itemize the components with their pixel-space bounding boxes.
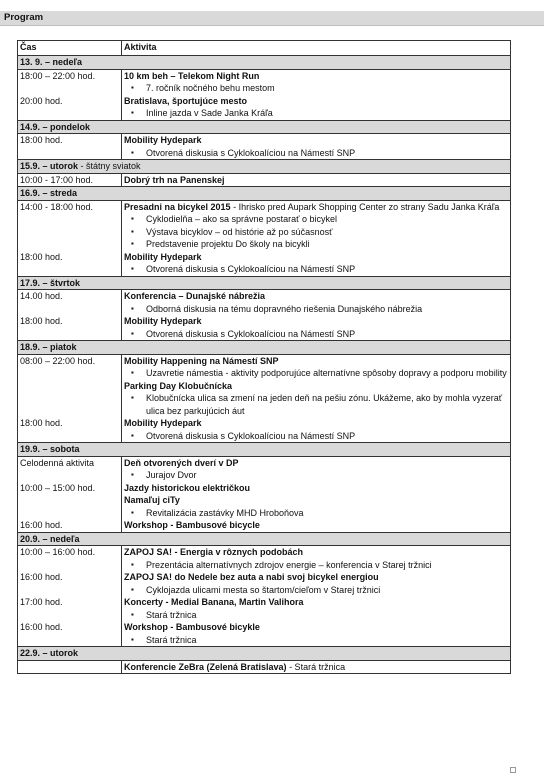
time-value: 14:00 - 18:00 hod. bbox=[20, 201, 94, 212]
day-header-row bbox=[18, 187, 511, 201]
activity-bullet: ▪ Prezentácia alternatívnych zdrojov energie – konferencia v Starej tržnici bbox=[124, 559, 510, 572]
activity-bullet: ▪ Výstava bicyklov – od histórie až po súčasnosť bbox=[124, 226, 510, 239]
activity-entry-title bbox=[124, 482, 510, 495]
activity-title: Mobility Hydepark bbox=[124, 316, 202, 326]
time-cell bbox=[18, 69, 122, 120]
activity-title: Dobrý trh na Panenskej bbox=[124, 174, 225, 185]
column-header-time: Čas bbox=[18, 41, 122, 56]
day-note: - štátny sviatok bbox=[78, 161, 141, 171]
time-value: 18:00 hod. bbox=[20, 135, 63, 145]
column-header-activity: Aktivita bbox=[122, 41, 511, 56]
activity-bullet: ▪ Uzavretie námestia - aktivity podporujúce alternatívne spôsoby dopravy a podporu mobility bbox=[124, 367, 510, 380]
activity-bullet: ▪ Inline jazda v Sade Janka Kráľa bbox=[124, 107, 510, 120]
time-value bbox=[20, 380, 121, 393]
activity-title: Workshop - Bambusové bicycle bbox=[124, 520, 260, 530]
activity-entry-title bbox=[124, 571, 510, 584]
time-value: 16:00 hod. bbox=[20, 622, 63, 632]
time-cell bbox=[18, 456, 122, 532]
day-label: 15.9. – utorok bbox=[20, 161, 79, 171]
activity-cell bbox=[122, 173, 511, 187]
time-cell bbox=[18, 354, 122, 443]
activity-entry-title bbox=[124, 201, 510, 214]
day-header-row bbox=[18, 276, 511, 290]
activity-title: Konferencia – Dunajské nábrežia bbox=[124, 291, 266, 301]
activity-title: Deň otvorených dverí v DP bbox=[124, 457, 239, 468]
activity-bullet: ▪ Cyklojazda ulicami mesta so štartom/cieľom v Starej tržnici bbox=[124, 584, 510, 597]
activity-entry-title bbox=[124, 621, 510, 634]
activity-title: Mobility Hydepark bbox=[124, 251, 202, 262]
activity-title: Mobility Hydepark bbox=[124, 418, 202, 428]
time-cell bbox=[18, 173, 122, 187]
day-label: 14.9. – pondelok bbox=[20, 121, 91, 132]
time-value: 18:00 hod. bbox=[20, 316, 63, 326]
activity-title: Workshop - Bambusové bicykle bbox=[124, 622, 260, 632]
day-content-row bbox=[18, 69, 511, 120]
activity-bullet: ▪ Otvorená diskusia s Cyklokoalíciou na Námestí SNP bbox=[124, 430, 510, 443]
time-value: 10:00 – 16:00 hod. bbox=[20, 547, 96, 557]
program-table bbox=[17, 40, 511, 674]
activity-bullet: ▪ Predstavenie projektu Do školy na bicykli bbox=[124, 238, 510, 251]
day-label: 22.9. – utorok bbox=[20, 648, 79, 658]
day-label: 18.9. – piatok bbox=[20, 342, 77, 352]
section-header bbox=[0, 11, 544, 26]
activity-bullet: ▪ Otvorená diskusia s Cyklokoalíciou na Námestí SNP bbox=[124, 263, 510, 276]
time-value bbox=[20, 661, 121, 674]
activity-location: - Ihrisko pred Aupark Shopping Center zo strany Sadu Janka Kráľa bbox=[230, 201, 500, 212]
time-value: 18:00 – 22:00 hod. bbox=[20, 70, 96, 81]
activity-entry-title bbox=[124, 457, 510, 470]
activity-bullet: ▪ Odborná diskusia na tému dopravného riešenia Dunajského nábrežia bbox=[124, 303, 510, 316]
activity-entry-title bbox=[124, 596, 510, 609]
activity-title: Mobility Hydepark bbox=[124, 135, 202, 145]
day-label: 20.9. – nedeľa bbox=[20, 533, 80, 544]
time-cell bbox=[18, 660, 122, 674]
activity-bullet: ▪ Stará tržnica bbox=[124, 609, 510, 622]
time-value: 18:00 hod. bbox=[20, 251, 63, 262]
time-value: 08:00 – 22:00 hod. bbox=[20, 355, 96, 366]
activity-entry-title bbox=[124, 95, 510, 108]
day-header-row bbox=[18, 341, 511, 355]
activity-entry-title bbox=[124, 70, 510, 83]
day-content-row bbox=[18, 546, 511, 647]
activity-cell bbox=[122, 660, 511, 674]
activity-title: 10 km beh – Telekom Night Run bbox=[124, 70, 260, 81]
activity-entry-title bbox=[124, 290, 510, 303]
day-content-row bbox=[18, 456, 511, 532]
activity-bullet: ▪ Revitalizácia zastávky MHD Hroboňova bbox=[124, 507, 510, 520]
day-header-row bbox=[18, 532, 511, 546]
time-cell bbox=[18, 290, 122, 341]
activity-entry-title bbox=[124, 661, 510, 674]
activity-title: Bratislava, športujúce mesto bbox=[124, 95, 248, 106]
activity-entry-title bbox=[124, 546, 510, 559]
day-header-row bbox=[18, 647, 511, 661]
day-content-row bbox=[18, 290, 511, 341]
activity-title: ZAPOJ SA! - Energia v rôznych podobách bbox=[124, 547, 304, 557]
activity-entry-title bbox=[124, 134, 510, 147]
day-header-row bbox=[18, 56, 511, 70]
time-value: 14.00 hod. bbox=[20, 291, 63, 301]
time-cell bbox=[18, 200, 122, 276]
day-header-row bbox=[18, 443, 511, 457]
time-value bbox=[20, 494, 121, 507]
day-content-row bbox=[18, 660, 511, 674]
time-value: 16:00 hod. bbox=[20, 572, 63, 582]
table-corner-marker bbox=[510, 767, 516, 773]
activity-entry-title bbox=[124, 315, 510, 328]
activity-entry-title bbox=[124, 519, 510, 532]
activity-entry-title bbox=[124, 251, 510, 264]
time-value: 16:00 hod. bbox=[20, 520, 63, 530]
time-value: 18:00 hod. bbox=[20, 418, 63, 428]
table-header-row bbox=[18, 41, 511, 56]
activity-entry-title bbox=[124, 174, 510, 187]
day-label: 19.9. – sobota bbox=[20, 444, 80, 454]
activity-entry-title bbox=[124, 494, 510, 507]
activity-entry-title bbox=[124, 417, 510, 430]
activity-bullet: ▪ Otvorená diskusia s Cyklokoalíciou na Námestí SNP bbox=[124, 328, 510, 341]
activity-entry-title bbox=[124, 380, 510, 393]
activity-cell bbox=[122, 290, 511, 341]
activity-bullet: ▪ Stará tržnica bbox=[124, 634, 510, 647]
activity-title: Konferencie ZeBra (Zelená Bratislava) bbox=[124, 661, 287, 672]
activity-cell bbox=[122, 134, 511, 160]
time-value: 20:00 hod. bbox=[20, 95, 63, 106]
day-content-row bbox=[18, 354, 511, 443]
day-header-row bbox=[18, 120, 511, 134]
activity-entry-title bbox=[124, 355, 510, 368]
day-label: 17.9. – štvrtok bbox=[20, 277, 81, 288]
activity-title: Parking Day Klobučnícka bbox=[124, 380, 233, 391]
time-cell bbox=[18, 546, 122, 647]
activity-title: Jazdy historickou električkou bbox=[124, 482, 251, 493]
activity-location: - Stará tržnica bbox=[286, 661, 346, 672]
activity-bullet: ▪ 7. ročník nočného behu mestom bbox=[124, 82, 510, 95]
section-title: Program bbox=[4, 12, 44, 23]
time-value: Celodenná aktivita bbox=[20, 457, 95, 468]
activity-bullet: ▪ Cyklodielňa – ako sa správne postarať o bicykel bbox=[124, 213, 510, 226]
activity-cell bbox=[122, 69, 511, 120]
time-value: 17:00 hod. bbox=[20, 597, 63, 607]
activity-bullet: ▪ Otvorená diskusia s Cyklokoalíciou na Námestí SNP bbox=[124, 147, 510, 160]
activity-cell bbox=[122, 456, 511, 532]
activity-cell bbox=[122, 354, 511, 443]
time-value: 10:00 – 15:00 hod. bbox=[20, 482, 96, 493]
activity-title: Namaľuj ciTy bbox=[124, 495, 180, 505]
activity-title: Koncerty - Medial Banana, Martin Valihora bbox=[124, 597, 304, 607]
activity-bullet: ▪ Jurajov Dvor bbox=[124, 469, 510, 482]
activity-title: ZAPOJ SA! do Nedele bez auta a nabi svoj bicykel energiou bbox=[124, 572, 379, 582]
day-label: 13. 9. – nedeľa bbox=[20, 57, 83, 67]
activity-title: Mobility Happening na Námestí SNP bbox=[124, 355, 279, 366]
day-content-row bbox=[18, 134, 511, 160]
day-content-row bbox=[18, 200, 511, 276]
time-value: 10:00 - 17:00 hod. bbox=[20, 174, 94, 185]
activity-title: Presadni na bicykel 2015 bbox=[124, 201, 231, 212]
activity-cell bbox=[122, 546, 511, 647]
day-label: 16.9. – streda bbox=[20, 188, 78, 198]
day-content-row bbox=[18, 173, 511, 187]
activity-cell bbox=[122, 200, 511, 276]
activity-bullet: ▪ Klobučnícka ulica sa zmení na jeden deň na pešiu zónu. Ukážeme, ako by mohla vyzerať ulica bez parkujúcich áut bbox=[124, 392, 510, 417]
time-cell bbox=[18, 134, 122, 160]
day-header-row bbox=[18, 160, 511, 174]
